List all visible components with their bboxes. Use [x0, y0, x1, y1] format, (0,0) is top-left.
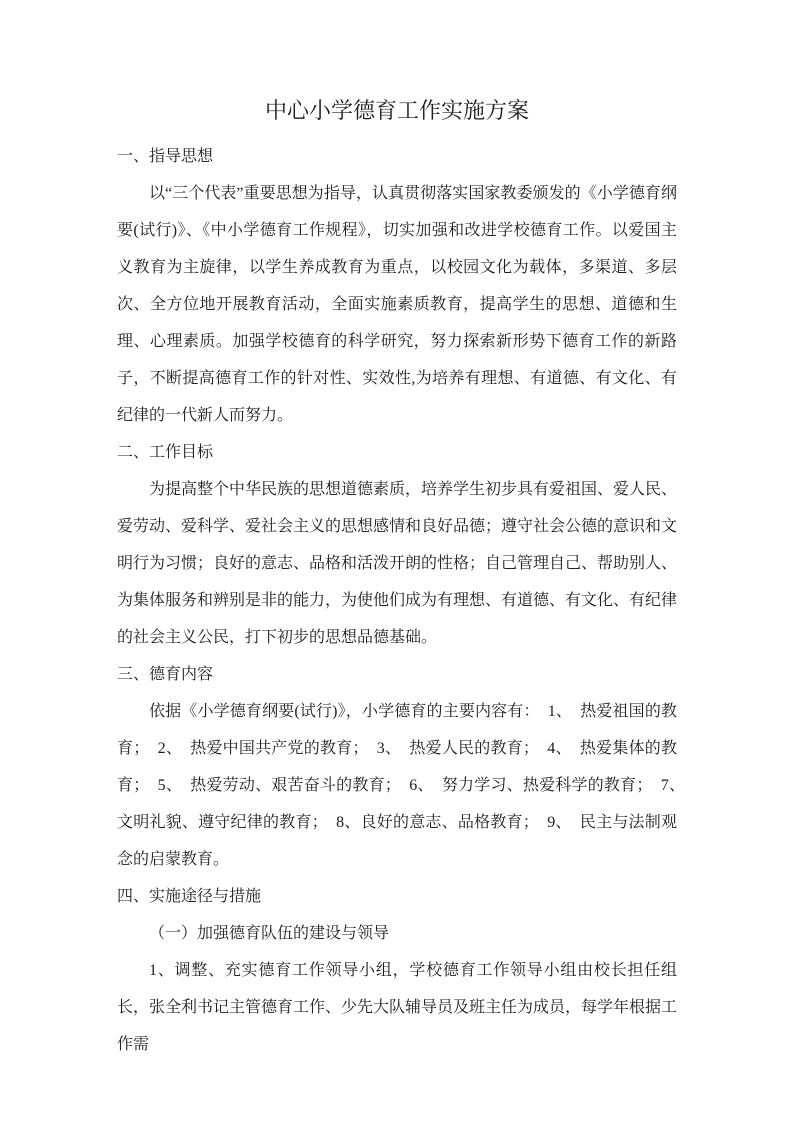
section-heading-2: 二、工作目标 [117, 444, 214, 461]
section-heading-1: 一、指导思想 [117, 148, 214, 165]
paragraph-leadership-group: 1、调整、充实德育工作领导小组，学校德育工作领导小组由校长担任组长，张全利书记主管德育工作、少先大队辅导员及班主任为成员，每学年根据工作需 [117, 962, 678, 1053]
document-title: 中心小学德育工作实施方案 [264, 98, 529, 123]
section-heading-3: 三、德育内容 [117, 666, 214, 683]
paragraph-guiding-ideology: 以“三个代表”重要思想为指导，认真贯彻落实国家教委颁发的《小学德育纲要(试行)》、《中小学德育工作规程》，切实加强和改进学校德育工作。以爱国主义教育为主旋律，以学生养成教育为重点，以校园文化为载体，多渠道、多层次、全方位地开展教育活动，全面实施素质教育，提高学生的思想、道德和生理、心理素质。加强学校德育的科学研究，努力探索新形势下德育工作的新路子，不断提高德育工作的针对性、实效性,为培养有理想、有道德、有文化、有纪律的一代新人而努力。 [117, 185, 677, 424]
paragraph-work-goals: 为提高整个中华民族的思想道德素质，培养学生初步具有爱祖国、爱人民、爱劳动、爱科学、爱社会主义的思想感情和良好品德；遵守社会公德的意识和文明行为习惯；良好的意志、品格和活泼开朗的性格；自己管理自己、帮助别人、为集体服务和辨别是非的能力，为使他们成为有理想、有道德、有文化、有纪律的社会主义公民，打下初步的思想品德基础。 [117, 481, 678, 646]
paragraph-subheading-team-building: （一）加强德育队伍的建设与领导 [149, 925, 390, 942]
section-heading-4: 四、实施途径与措施 [117, 888, 262, 905]
paragraph-moral-education-content: 依据《小学德育纲要(试行)》，小学德育的主要内容有： 1、 热爱祖国的教育； 2、 热爱中国共产党的教育； 3、 热爱人民的教育； 4、 热爱集体的教育； 5、 热爱劳动、艰苦奋斗的教育； 6、 努力学习、热爱科学的教育； 7、 文明礼貌、遵守纪律的教育； 8、良好的意志、品格教育； 9、 民主与法制观念的启蒙教育。 [117, 703, 694, 868]
